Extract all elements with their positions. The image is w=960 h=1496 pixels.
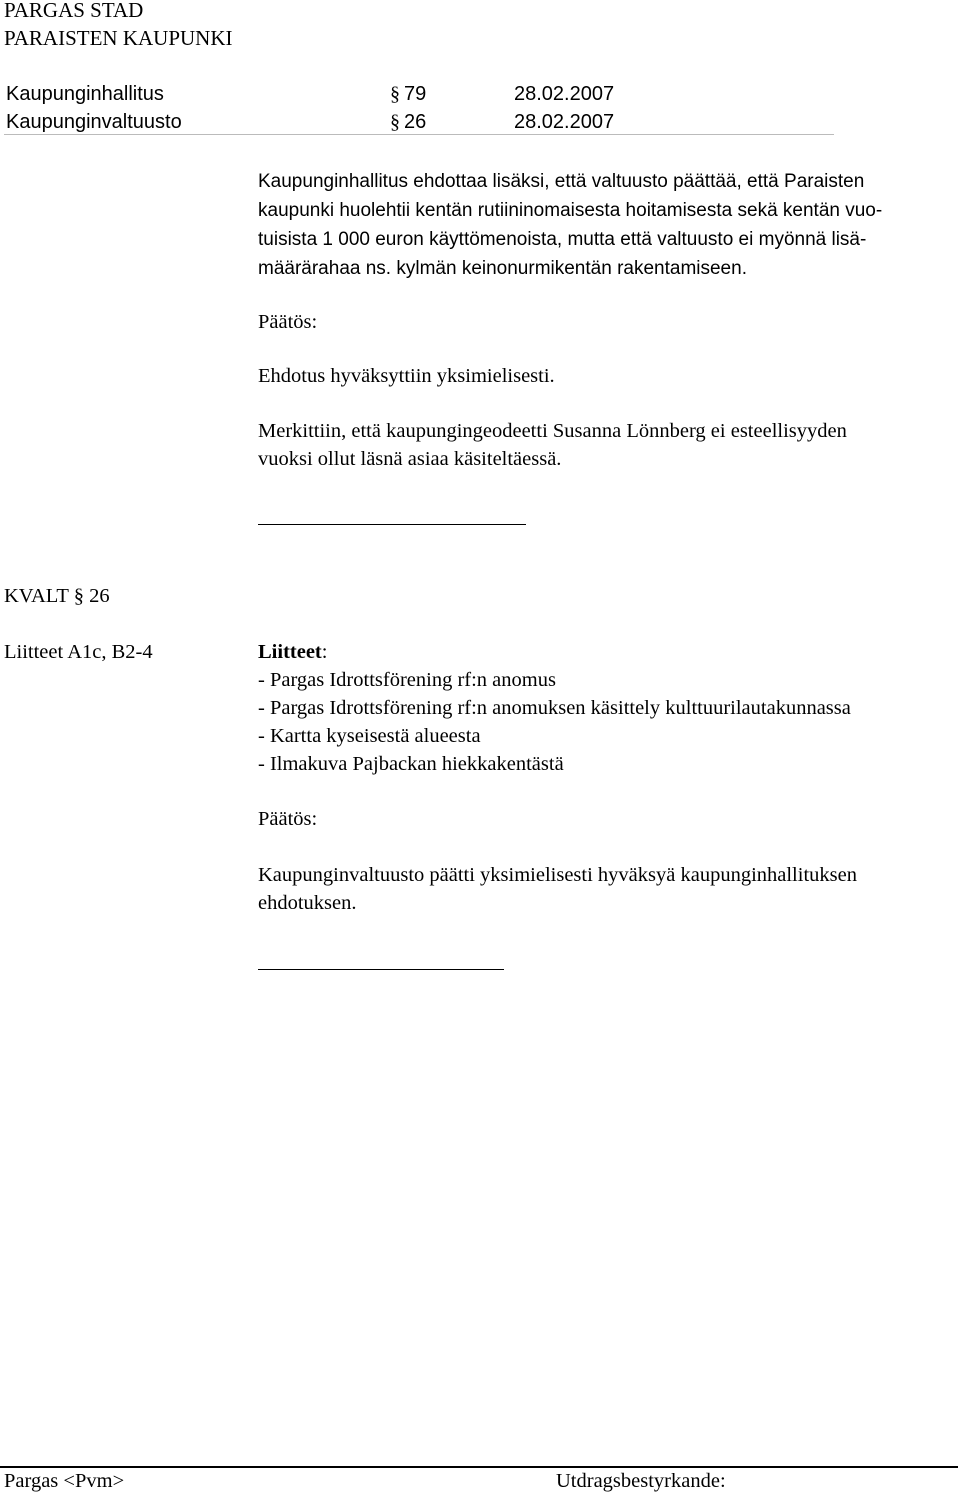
attachments-heading-colon: :	[321, 641, 328, 663]
section-divider	[258, 969, 504, 970]
kh-proposal-line: Kaupunginhallitus ehdottaa lisäksi, että valtuusto päättää, että Paraisten	[258, 171, 865, 192]
attachment-item: - Pargas Idrottsförening rf:n anomus	[258, 669, 556, 691]
section-sign-icon: §	[390, 111, 400, 133]
section-divider	[258, 524, 526, 525]
section-sign-icon: §	[390, 83, 400, 105]
footer-place-date: Pargas <Pvm>	[4, 1470, 125, 1492]
attachment-item: - Ilmakuva Pajbackan hiekkakentästä	[258, 753, 564, 775]
footer-certification: Utdragsbestyrkande:	[556, 1470, 726, 1492]
attachments-heading	[258, 638, 327, 667]
meta-date-kvalt: 28.02.2007	[514, 111, 615, 133]
meta-body-kvalt: Kaupunginvaltuusto	[6, 111, 182, 133]
kh-proposal-line: määrärahaa ns. kylmän keinonurmikentän rakentamiseen.	[258, 258, 747, 279]
attachments-heading-label: Liitteet	[258, 641, 322, 663]
meta-body-kh: Kaupunginhallitus	[6, 83, 164, 105]
section-sign-icon: §	[73, 585, 84, 607]
kvalt-number: 26	[89, 585, 110, 607]
kh-proposal-line: tuisista 1 000 euron käyttömenoista, mutta että valtuusto ei myönnä lisä-	[258, 229, 867, 250]
kh-decision-label: Päätös:	[258, 311, 318, 333]
kvalt-decision-label: Päätös:	[258, 808, 318, 830]
kvalt-code	[4, 582, 110, 611]
org-name-finnish: PARAISTEN KAUPUNKI	[4, 26, 233, 50]
kvalt-decision-line: ehdotuksen.	[258, 892, 357, 914]
attachment-item: - Pargas Idrottsförening rf:n anomuksen käsittely kulttuurilautakunnassa	[258, 697, 851, 719]
kh-note-line: Merkittiin, että kaupungingeodeetti Susanna Lönnberg ei esteellisyyden	[258, 420, 847, 442]
kvalt-decision-line: Kaupunginvaltuusto päätti yksimielisesti hyväksyä kaupunginhallituksen	[258, 864, 857, 886]
meta-date-kh: 28.02.2007	[514, 83, 615, 105]
org-name-swedish: PARGAS STAD	[4, 0, 144, 22]
kh-note-line: vuoksi ollut läsnä asiaa käsiteltäessä.	[258, 448, 562, 470]
meta-number-kh: 79	[404, 83, 427, 105]
kh-proposal-line: kaupunki huolehtii kentän rutiininomaisesta hoitamisesta sekä kentän vuo-	[258, 200, 883, 221]
attachments-reference: Liitteet A1c, B2-4	[4, 641, 153, 663]
meta-number-kvalt: 26	[404, 111, 427, 133]
kh-decision-text: Ehdotus hyväksyttiin yksimielisesti.	[258, 365, 555, 387]
kvalt-code-label: KVALT	[4, 585, 69, 607]
footer-divider	[0, 1466, 958, 1468]
attachment-item: - Kartta kyseisestä alueesta	[258, 725, 481, 747]
meta-divider	[4, 134, 834, 135]
